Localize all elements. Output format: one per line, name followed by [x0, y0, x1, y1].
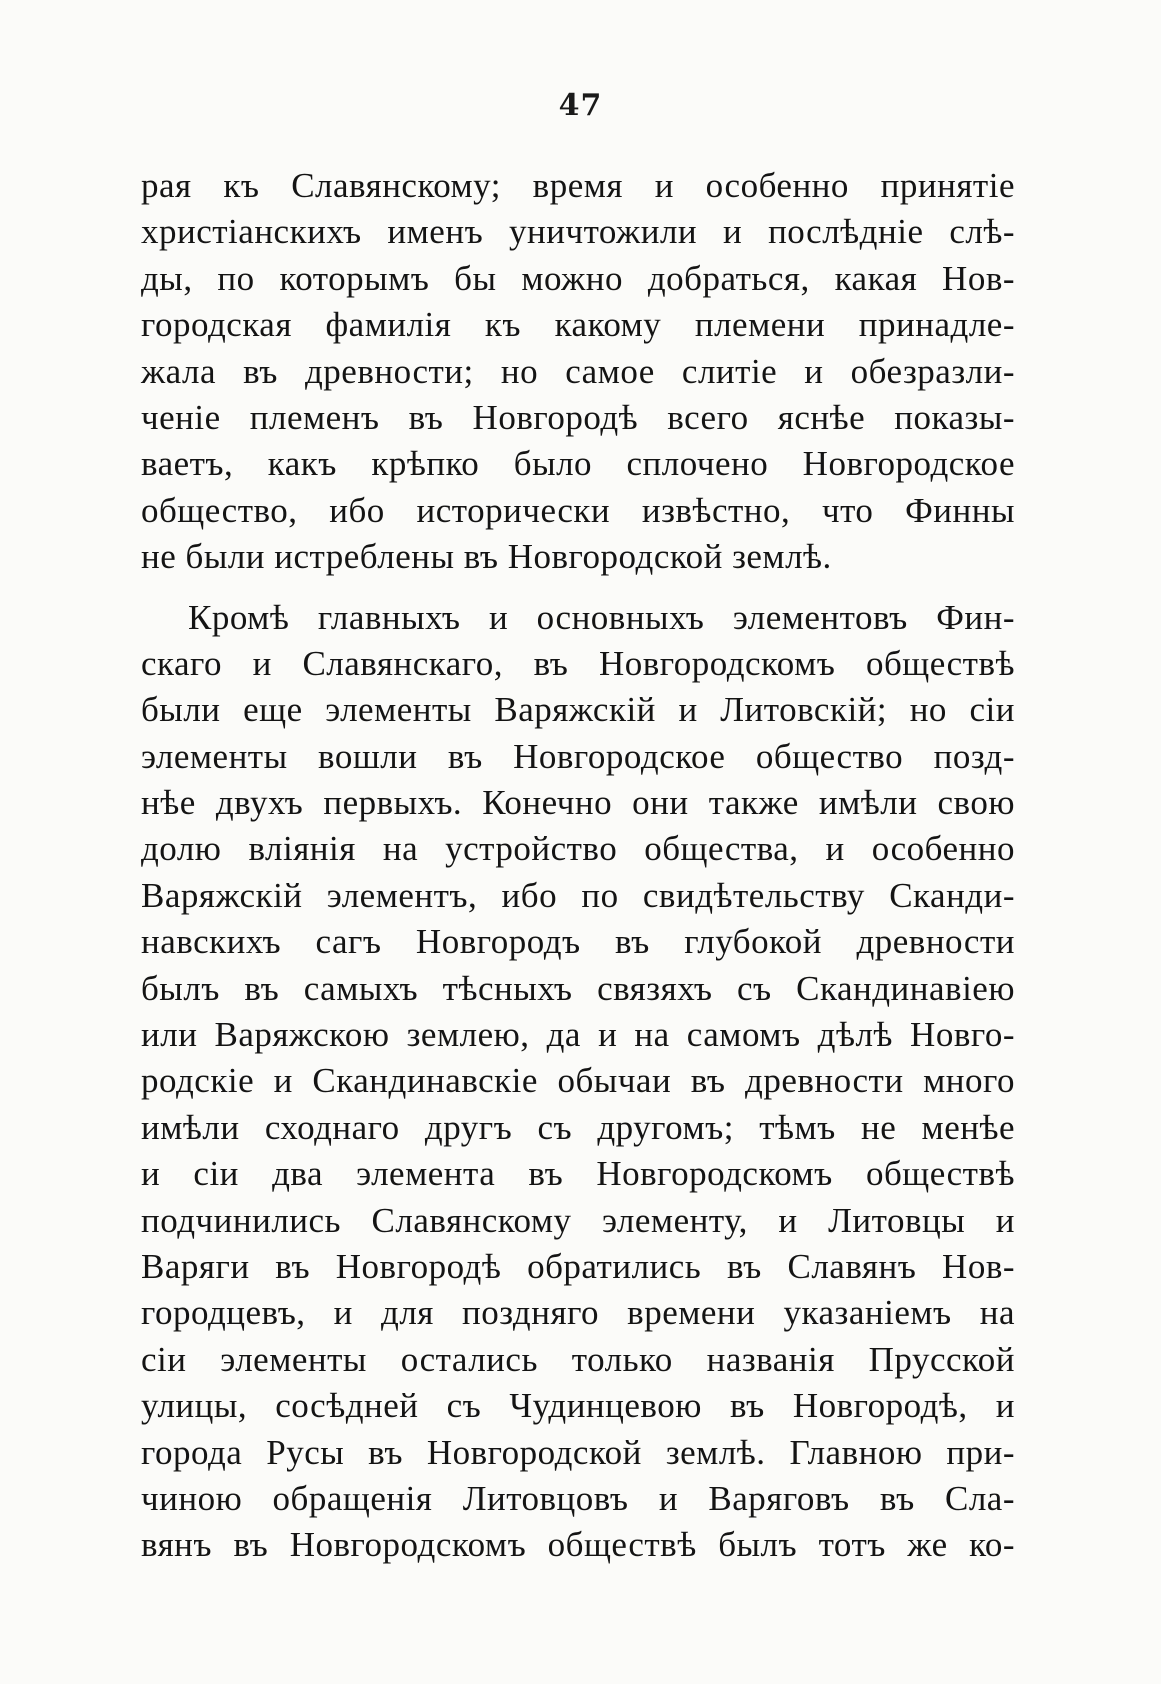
text-line: навскихъ сагъ Новгородъ въ глубокой древности	[141, 922, 1015, 962]
text-line: ченіе племенъ въ Новгородѣ всего яснѣе показы-	[141, 397, 1015, 437]
body-text	[141, 163, 1015, 1569]
text-line: рая къ Славянскому; время и особенно принятіе	[141, 166, 1015, 205]
paragraph-2	[141, 595, 1015, 1569]
text-line: жала въ древности; но самое слитіе и обезразли-	[141, 351, 1015, 391]
text-line: имѣли сходнаго другъ съ другомъ; тѣмъ не менѣе	[141, 1107, 1015, 1147]
text-line: общество, ибо исторически извѣстно, что Финны	[141, 490, 1015, 530]
text-line: Варяги въ Новгородѣ обратились въ Славянъ Нов-	[141, 1246, 1015, 1286]
text-line: подчинились Славянскому элементу, и Литовцы и	[141, 1200, 1015, 1240]
text-line: вянъ въ Новгородскомъ обществѣ былъ тотъ же ко-	[141, 1525, 1015, 1565]
paragraph-gap	[141, 581, 1015, 595]
text-line: Варяжскій элементъ, ибо по свидѣтельству Сканди-	[141, 875, 1015, 915]
text-line: долю вліянія на устройство общества, и особенно	[141, 829, 1015, 869]
text-line: городская фамилія къ какому племени принадле-	[141, 305, 1015, 345]
text-line: городцевъ, и для поздняго времени указаніемъ на	[141, 1293, 1015, 1333]
text-line: не были истреблены въ Новгородской землѣ.	[141, 537, 832, 577]
text-line: былъ въ самыхъ тѣсныхъ связяхъ съ Скандинавіею	[141, 968, 1015, 1008]
text-line: христіанскихъ именъ уничтожили и послѣдніе слѣ-	[141, 212, 1015, 252]
text-line: Кромѣ главныхъ и основныхъ элементовъ Фин-	[188, 597, 1015, 637]
text-line: нѣе двухъ первыхъ. Конечно они также имѣли свою	[141, 783, 1015, 823]
text-line: улицы, сосѣдней съ Чудинцевою въ Новгородѣ, и	[141, 1386, 1015, 1426]
text-line: города Русы въ Новгородской землѣ. Главною при-	[141, 1432, 1015, 1472]
paragraph-1	[141, 163, 1015, 581]
text-line: ды, по которымъ бы можно добраться, какая Нов-	[141, 258, 1015, 298]
text-line: или Варяжскою землею, да и на самомъ дѣлѣ Новго-	[141, 1015, 1015, 1055]
text-line: ваетъ, какъ крѣпко было сплочено Новгородское	[141, 444, 1015, 484]
page-number: 47	[558, 88, 603, 123]
text-line: чиною обращенія Литовцовъ и Варяговъ въ Сла-	[141, 1478, 1015, 1518]
text-line: родскіе и Скандинавскіе обычаи въ древности много	[141, 1061, 1015, 1101]
text-line: и сіи два элемента въ Новгородскомъ обществѣ	[141, 1154, 1015, 1194]
text-line: элементы вошли въ Новгородское общество позд-	[141, 736, 1015, 776]
text-line: скаго и Славянскаго, въ Новгородскомъ обществѣ	[141, 643, 1015, 683]
text-line: были еще элементы Варяжскій и Литовскій; но сіи	[141, 690, 1015, 730]
text-line: сіи элементы остались только названія Прусской	[141, 1339, 1015, 1379]
